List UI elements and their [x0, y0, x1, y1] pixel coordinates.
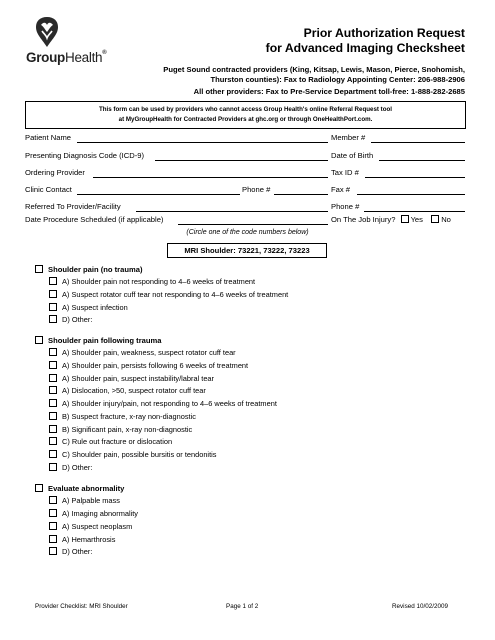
fax-field[interactable]: [331, 185, 465, 197]
clinic-phone-label: Phone #: [242, 185, 271, 194]
list-item[interactable]: D) Other:: [49, 315, 92, 324]
job-injury-yes-label: Yes: [410, 215, 423, 224]
ordering-provider-line[interactable]: [93, 177, 328, 178]
tax-id-field[interactable]: [331, 168, 465, 180]
notice-line-1: This form can be used by providers who cannot access Group Health's online Referral Request tool: [98, 106, 393, 113]
item-checkbox[interactable]: [49, 509, 57, 517]
clinic-phone-field[interactable]: [242, 185, 328, 197]
item-checkbox[interactable]: [49, 399, 57, 407]
item-checkbox[interactable]: [49, 412, 57, 420]
date-of-birth-field[interactable]: [331, 151, 465, 163]
referral-phone-field[interactable]: [331, 202, 465, 214]
item-checkbox[interactable]: [49, 437, 57, 445]
item-checkbox[interactable]: [49, 450, 57, 458]
logo-wordmark: GroupHealth®: [26, 50, 107, 65]
referral-phone-label: Phone #: [331, 202, 360, 211]
footer-page-number: Page 1 of 2: [226, 603, 259, 610]
list-item[interactable]: C) Shoulder pain, possible bursitis or tendonitis: [49, 450, 216, 459]
list-item[interactable]: A) Hemarthrosis: [49, 535, 115, 544]
referred-to-field[interactable]: [25, 202, 328, 214]
form-title: [266, 26, 465, 56]
list-item[interactable]: A) Shoulder injury/pain, not responding to 4–6 weeks of treatment: [49, 399, 277, 408]
mri-codes-box: MRI Shoulder: 73221, 73222, 73223: [167, 243, 327, 258]
notice-box: [25, 101, 466, 129]
clinic-contact-label: Clinic Contact: [25, 185, 72, 194]
list-item[interactable]: C) Rule out fracture or dislocation: [49, 437, 172, 446]
ordering-provider-label: Ordering Provider: [25, 168, 85, 177]
patient-name-field[interactable]: [25, 133, 328, 145]
clinic-phone-line[interactable]: [274, 194, 328, 195]
list-item[interactable]: A) Suspect infection: [49, 303, 128, 312]
tax-id-line[interactable]: [365, 177, 465, 178]
item-checkbox[interactable]: [49, 496, 57, 504]
list-item[interactable]: A) Shoulder pain, weakness, suspect rotator cuff tear: [49, 348, 236, 357]
item-checkbox[interactable]: [49, 361, 57, 369]
item-checkbox[interactable]: [49, 386, 57, 394]
patient-name-line[interactable]: [77, 142, 328, 143]
section-title[interactable]: Evaluate abnormality: [35, 484, 124, 493]
job-injury-field: [331, 215, 465, 227]
contact-line-2: Thurston counties): Fax to Radiology Appointing Center: 206-988-2906: [210, 75, 465, 84]
item-checkbox[interactable]: [49, 348, 57, 356]
section-checkbox[interactable]: [35, 336, 43, 344]
group-health-logo: [26, 16, 118, 64]
list-item[interactable]: A) Imaging abnormality: [49, 509, 138, 518]
circle-instruction: (Circle one of the code numbers below): [186, 229, 309, 236]
notice-line-2: at MyGroupHealth for Contracted Providers at ghc.org or through OneHealthPort.com.: [118, 116, 373, 123]
footer-document-name: Provider Checklist: MRI Shoulder: [35, 603, 128, 610]
diagnosis-code-field[interactable]: [25, 151, 328, 163]
contact-line-1: Puget Sound contracted providers (King, Kitsap, Lewis, Mason, Pierce, Snohomish,: [163, 65, 465, 74]
list-item[interactable]: A) Shoulder pain, suspect instability/labral tear: [49, 374, 214, 383]
title-line-1: Prior Authorization Request: [303, 26, 465, 40]
list-item[interactable]: D) Other:: [49, 547, 92, 556]
fax-label: Fax #: [331, 185, 350, 194]
item-checkbox[interactable]: [49, 290, 57, 298]
clinic-contact-field[interactable]: [25, 185, 240, 197]
item-checkbox[interactable]: [49, 547, 57, 555]
member-number-line[interactable]: [371, 142, 465, 143]
diagnosis-code-label: Presenting Diagnosis Code (ICD-9): [25, 151, 145, 160]
list-item[interactable]: B) Suspect fracture, x-ray non-diagnostic: [49, 412, 196, 421]
section-checkbox[interactable]: [35, 484, 43, 492]
member-number-field[interactable]: [331, 133, 465, 145]
job-injury-yes-checkbox[interactable]: [401, 215, 409, 223]
list-item[interactable]: A) Suspect neoplasm: [49, 522, 132, 531]
diagnosis-code-line[interactable]: [155, 160, 328, 161]
referral-phone-line[interactable]: [364, 211, 465, 212]
date-scheduled-line[interactable]: [178, 224, 328, 225]
contact-line-3: All other providers: Fax to Pre-Service Department toll-free: 1-888-282-2685: [193, 87, 465, 96]
referred-to-line[interactable]: [136, 211, 328, 212]
item-checkbox[interactable]: [49, 277, 57, 285]
section-title[interactable]: Shoulder pain following trauma: [35, 336, 162, 345]
group-health-logo-mark-icon: [34, 16, 60, 48]
ordering-provider-field[interactable]: [25, 168, 328, 180]
list-item[interactable]: A) Suspect rotator cuff tear not responding to 4–6 weeks of treatment: [49, 290, 288, 299]
item-checkbox[interactable]: [49, 463, 57, 471]
contact-info: [163, 65, 465, 85]
list-item[interactable]: A) Dislocation, >50, suspect rotator cuff tear: [49, 386, 206, 395]
list-item[interactable]: A) Shoulder pain, persists following 6 weeks of treatment: [49, 361, 248, 370]
section-title[interactable]: Shoulder pain (no trauma): [35, 265, 143, 274]
date-scheduled-field[interactable]: [25, 215, 328, 227]
list-item[interactable]: A) Palpable mass: [49, 496, 120, 505]
item-checkbox[interactable]: [49, 522, 57, 530]
item-checkbox[interactable]: [49, 303, 57, 311]
date-of-birth-line[interactable]: [379, 160, 465, 161]
date-scheduled-label: Date Procedure Scheduled (if applicable): [25, 215, 164, 224]
list-item[interactable]: A) Shoulder pain not responding to 4–6 weeks of treatment: [49, 277, 255, 286]
patient-name-label: Patient Name: [25, 133, 72, 142]
job-injury-no-label: No: [441, 215, 451, 224]
job-injury-label: On The Job Injury?: [331, 215, 396, 224]
item-checkbox[interactable]: [49, 425, 57, 433]
footer-revision-date: Revised 10/02/2009: [391, 603, 448, 610]
list-item[interactable]: B) Significant pain, x-ray non-diagnostic: [49, 425, 192, 434]
job-injury-no-checkbox[interactable]: [431, 215, 439, 223]
clinic-contact-line[interactable]: [77, 194, 240, 195]
item-checkbox[interactable]: [49, 374, 57, 382]
item-checkbox[interactable]: [49, 535, 57, 543]
member-number-label: Member #: [331, 133, 366, 142]
tax-id-label: Tax ID #: [331, 168, 359, 177]
fax-line[interactable]: [357, 194, 465, 195]
item-checkbox[interactable]: [49, 315, 57, 323]
title-line-2: for Advanced Imaging Checksheet: [265, 41, 465, 55]
list-item[interactable]: D) Other:: [49, 463, 92, 472]
date-of-birth-label: Date of Birth: [331, 151, 374, 160]
section-checkbox[interactable]: [35, 265, 43, 273]
referred-to-label: Referred To Provider/Facility: [25, 202, 121, 211]
